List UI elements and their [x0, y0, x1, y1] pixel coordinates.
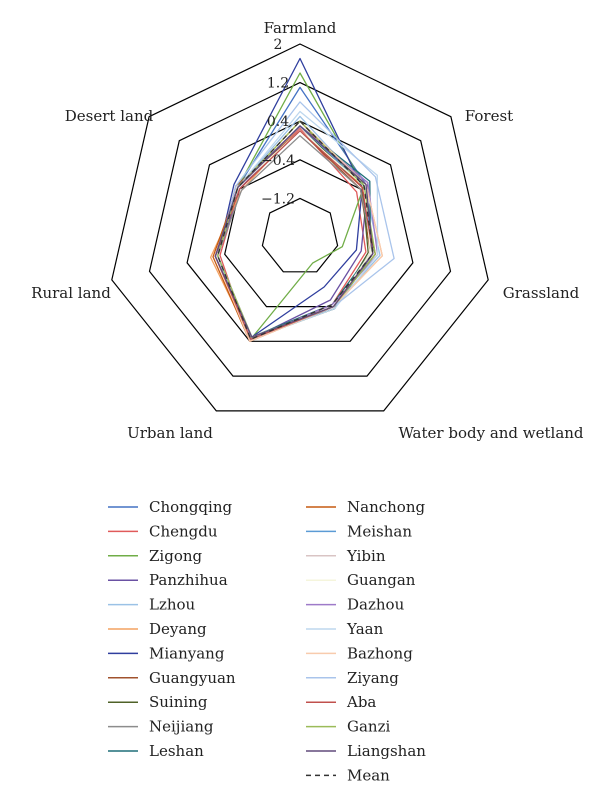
- legend-label: Chongqing: [149, 498, 233, 516]
- grid-ring-0: [112, 44, 488, 411]
- legend-item-suining: [108, 693, 208, 711]
- legend-label: Bazhong: [347, 644, 413, 663]
- legend-label: Lzhou: [149, 595, 196, 614]
- legend-item-yaan: [306, 620, 384, 638]
- legend-label: Dazhou: [347, 595, 405, 614]
- legend-item-ziyang: [306, 669, 399, 687]
- legend-item-dazhou: [306, 596, 405, 614]
- legend-item-guangan: [306, 571, 416, 589]
- legend-item-liangshan: [306, 742, 426, 760]
- legend-item-ganzi: [306, 718, 390, 736]
- axis-label-grassland: Grassland: [502, 284, 580, 302]
- legend-item-chongqing: [108, 498, 232, 516]
- legend-item-mean: [306, 766, 390, 784]
- tick-label-4: −1.2: [261, 191, 295, 208]
- legend-label: Guangyuan: [149, 668, 236, 687]
- legend-item-neijiang: [108, 718, 214, 736]
- legend-label: Mianyang: [149, 644, 225, 663]
- grid-ring-2: [187, 121, 413, 341]
- legend-label: Ziyang: [347, 668, 399, 687]
- axis-labels: [31, 19, 584, 442]
- legend-label: Neijiang: [149, 717, 214, 736]
- legend-label: Liangshan: [347, 742, 426, 760]
- legend-label: Deyang: [149, 620, 207, 638]
- legend: [108, 498, 426, 784]
- legend-item-mianyang: [108, 644, 225, 662]
- legend-item-meishan: [306, 522, 412, 540]
- grid-ring-4: [262, 198, 337, 271]
- axis-label-farmland: Farmland: [263, 19, 337, 37]
- legend-item-nanchong: [306, 498, 425, 516]
- legend-label: Yibin: [347, 546, 386, 565]
- axis-label-urban-land: Urban land: [127, 424, 213, 442]
- tick-label-3: −0.4: [261, 152, 295, 169]
- legend-label: Suining: [149, 693, 208, 712]
- tick-label-1: 1.2: [266, 75, 290, 92]
- axis-label-rural-land: Rural land: [31, 284, 111, 302]
- legend-label: Meishan: [347, 522, 412, 541]
- tick-label-2: 0.4: [266, 114, 290, 131]
- legend-label: Nanchong: [347, 498, 426, 516]
- legend-item-lzhou: [108, 596, 196, 614]
- axis-label-water-body-and-wetland: Water body and wetland: [398, 424, 584, 442]
- legend-label: Zigong: [149, 546, 203, 565]
- axis-label-desert-land: Desert land: [64, 107, 154, 125]
- legend-item-aba: [306, 693, 376, 711]
- legend-label: Mean: [347, 766, 390, 785]
- legend-item-guangyuan: [108, 669, 236, 687]
- legend-label: Guangan: [347, 571, 416, 590]
- legend-item-panzhihua: [108, 571, 228, 589]
- series-line-chongqing: [218, 87, 373, 337]
- legend-item-zigong: [108, 547, 203, 565]
- legend-label: Ganzi: [347, 717, 391, 736]
- legend-item-deyang: [108, 620, 207, 638]
- legend-item-chengdu: [108, 522, 218, 540]
- legend-label: Panzhihua: [149, 571, 228, 590]
- legend-label: Leshan: [149, 742, 204, 760]
- legend-item-bazhong: [306, 644, 413, 662]
- legend-label: Aba: [347, 693, 377, 712]
- tick-labels: [261, 37, 295, 207]
- legend-item-yibin: [306, 547, 386, 565]
- series-line-neijiang: [218, 136, 373, 340]
- tick-label-0: 2: [273, 37, 283, 53]
- legend-label: Chengdu: [149, 522, 218, 541]
- axis-label-forest: Forest: [464, 107, 514, 125]
- legend-label: Yaan: [347, 620, 384, 638]
- legend-item-leshan: [108, 742, 204, 760]
- radar-grid: [112, 44, 488, 411]
